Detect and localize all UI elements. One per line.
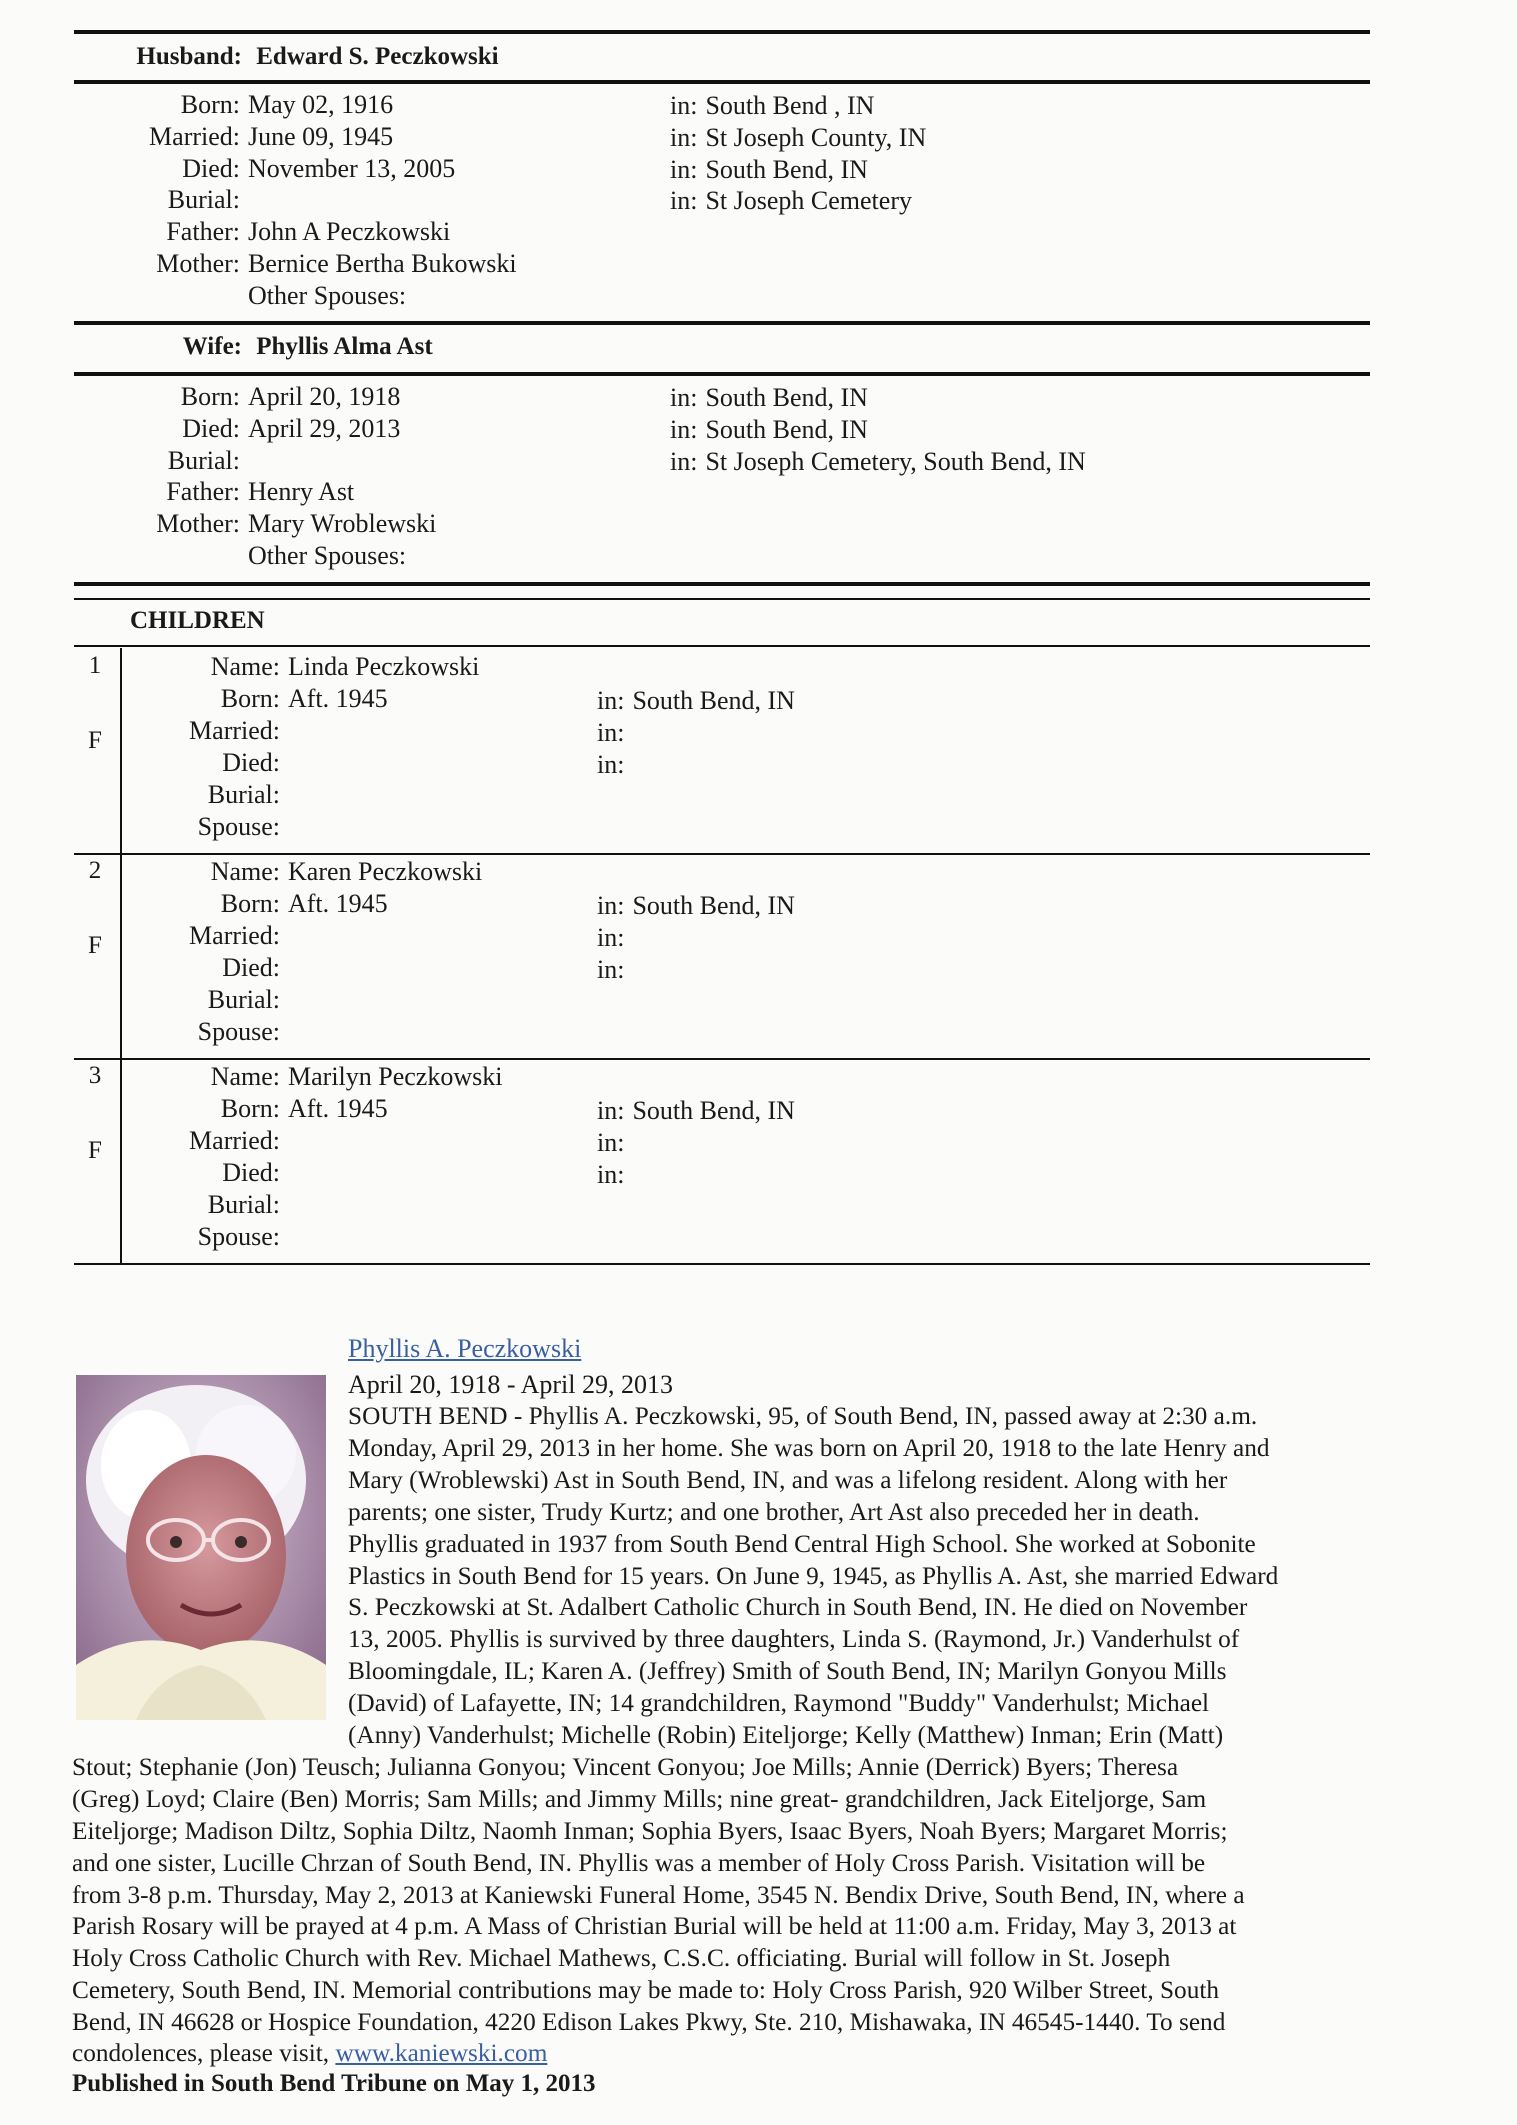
child-field-location xyxy=(597,890,795,922)
child-field-label: Died: xyxy=(222,1158,280,1187)
child-sex: F xyxy=(88,932,102,959)
child-field-row xyxy=(130,651,479,683)
child-field-value: Aft. 1945 xyxy=(288,1094,388,1123)
wife-location-value: South Bend, IN xyxy=(705,383,868,412)
child-field-label: Spouse: xyxy=(197,1017,280,1046)
child-field-location xyxy=(597,922,632,954)
child-location-label: in: xyxy=(597,955,625,984)
husband-field-row xyxy=(74,280,406,312)
wife-field-location xyxy=(670,446,1086,478)
child-field-label: Name: xyxy=(210,652,280,681)
child-field-row xyxy=(130,952,288,984)
obituary-line: Mary (Wroblewski) Ast in South Bend, IN, and was a lifelong resident. Along with her xyxy=(348,1465,1228,1494)
obituary-line: Plastics in South Bend for 15 years. On June 9, 1945, as Phyllis A. Ast, she married Edward xyxy=(348,1561,1279,1590)
child-divider xyxy=(120,853,122,1058)
obituary-line: S. Peczkowski at St. Adalbert Catholic Church in South Bend, IN. He died on November xyxy=(348,1593,1248,1622)
child-field-value: Linda Peczkowski xyxy=(288,652,480,681)
child-field-label: Died: xyxy=(222,953,280,982)
husband-field-label: Burial: xyxy=(167,185,240,215)
child-field-label: Spouse: xyxy=(197,812,280,841)
child-bottom-rule xyxy=(74,853,1370,855)
husband-field-location xyxy=(670,90,874,122)
child-field-location xyxy=(597,954,632,986)
child-field-row xyxy=(130,747,288,779)
husband-name: Edward S. Peczkowski xyxy=(256,43,499,70)
obituary-line: (David) of Lafayette, IN; 14 grandchildren, Raymond "Buddy" Vanderhulst; Michael xyxy=(348,1689,1210,1718)
wife-field-row xyxy=(74,508,436,540)
obituary-line: Bloomingdale, IL; Karen A. (Jeffrey) Smith of South Bend, IN; Marilyn Gonyou Mills xyxy=(348,1657,1227,1686)
child-field-row xyxy=(130,856,482,888)
child-field-row xyxy=(130,1189,288,1221)
child-field-location xyxy=(597,1127,632,1159)
wife-field-value: Mary Wroblewski xyxy=(248,509,437,539)
husband-field-label: Born: xyxy=(180,90,240,119)
obituary-line: Phyllis graduated in 1937 from South Bend Central High School. She worked at Sobonite xyxy=(348,1529,1256,1558)
obituary-line: parents; one sister, Trudy Kurtz; and one brother, Art Ast also preceded her in death. xyxy=(348,1497,1200,1526)
husband-field-location xyxy=(670,185,912,217)
wife-field-label: Died: xyxy=(182,413,240,443)
wife-field-location xyxy=(670,414,868,446)
child-bottom-rule xyxy=(74,1058,1370,1060)
child-field-label: Died: xyxy=(222,748,280,777)
husband-field-value: Bernice Bertha Bukowski xyxy=(248,249,517,278)
child-field-label: Born: xyxy=(220,889,280,918)
obituary-line: and one sister, Lucille Chrzan of South Bend, IN. Phyllis was a member of Holy Cross Parish. Visitation will be xyxy=(72,1848,1206,1877)
wife-location-label: in: xyxy=(670,414,698,444)
child-divider xyxy=(120,1058,122,1263)
husband-header-label: Husband: xyxy=(136,43,242,70)
child-number: 2 xyxy=(88,857,102,884)
husband-field-row xyxy=(74,248,517,280)
child-field-label: Born: xyxy=(220,1094,280,1123)
obituary-line: (Greg) Loyd; Claire (Ben) Morris; Sam Mills; and Jimmy Mills; nine great- grandchildren, Jack Eiteljorge, Sam xyxy=(72,1784,1207,1813)
child-field-value: Karen Peczkowski xyxy=(288,857,483,886)
child-field-row xyxy=(130,811,288,843)
husband-field-label: Father: xyxy=(166,217,240,247)
child-location-label: in: xyxy=(597,1096,625,1125)
child-field-row xyxy=(130,1093,388,1125)
wife-header-label: Wife: xyxy=(182,333,242,360)
husband-field-value: June 09, 1945 xyxy=(248,121,394,151)
wife-top-rule xyxy=(74,321,1370,325)
obituary-line: Cemetery, South Bend, IN. Memorial contributions may be made to: Holy Cross Parish, 920 Wilber Street, South xyxy=(72,1976,1220,2005)
wife-field-row xyxy=(74,540,406,572)
child-location-label: in: xyxy=(597,1160,625,1189)
child-location-label: in: xyxy=(597,891,625,920)
published-note: Published in South Bend Tribune on May 1, 2013 xyxy=(72,2070,596,2097)
child-field-label: Married: xyxy=(189,716,280,745)
husband-location-label: in: xyxy=(670,91,698,120)
child-field-row xyxy=(130,1061,502,1093)
child-location-value: South Bend, IN xyxy=(632,686,795,715)
children-header: CHILDREN xyxy=(130,607,265,634)
obituary-name-link[interactable]: Phyllis A. Peczkowski xyxy=(348,1334,582,1363)
child-field-location xyxy=(597,749,632,781)
obituary-line: Parish Rosary will be prayed at 4 p.m. A Mass of Christian Burial will be held at 11:00 a.m. Friday, May 3, 2013 at xyxy=(72,1912,1237,1941)
child-field-label: Name: xyxy=(210,857,280,886)
child-field-row xyxy=(130,920,288,952)
wife-field-row xyxy=(74,476,354,508)
obituary-line: SOUTH BEND - Phyllis A. Peczkowski, 95, of South Bend, IN, passed away at 2:30 a.m. xyxy=(348,1402,1258,1430)
husband-field-value: John A Peczkowski xyxy=(248,217,451,247)
wife-field-label: Father: xyxy=(166,477,240,507)
child-number: 3 xyxy=(88,1062,102,1089)
child-sex: F xyxy=(88,1137,102,1164)
wife-field-label: Born: xyxy=(180,382,240,411)
child-field-row xyxy=(130,1221,288,1253)
children-top-rule xyxy=(74,582,1370,586)
child-location-label: in: xyxy=(597,923,625,952)
husband-location-label: in: xyxy=(670,154,698,184)
obituary-last-line-text: condolences, please visit, xyxy=(72,2039,336,2067)
wife-bottom-rule xyxy=(74,372,1370,376)
child-location-label: in: xyxy=(597,686,625,715)
obituary-line: Bend, IN 46628 or Hospice Foundation, 4220 Edison Lakes Pkwy, Ste. 210, Mishawaka, IN 46545-1440. To send xyxy=(72,2008,1226,2037)
wife-header xyxy=(74,333,433,361)
child-field-label: Name: xyxy=(210,1062,280,1091)
wife-field-row xyxy=(74,381,400,413)
wife-location-value: St Joseph Cemetery, South Bend, IN xyxy=(705,446,1086,476)
children-top-rule-2 xyxy=(74,598,1370,600)
husband-field-value: Other Spouses: xyxy=(248,280,407,310)
wife-name: Phyllis Alma Ast xyxy=(256,333,433,360)
husband-field-row xyxy=(74,216,450,248)
obituary-last-line xyxy=(72,2038,547,2069)
husband-field-value: May 02, 1916 xyxy=(248,90,394,119)
wife-field-row xyxy=(74,413,400,445)
child-location-label: in: xyxy=(597,1128,625,1157)
child-location-label: in: xyxy=(597,750,625,779)
husband-field-label: Married: xyxy=(149,121,240,151)
obituary-photo xyxy=(76,1375,326,1720)
wife-location-label: in: xyxy=(670,446,698,476)
wife-field-location xyxy=(670,382,868,414)
husband-location-value: South Bend, IN xyxy=(705,154,868,184)
husband-field-row xyxy=(74,121,393,153)
husband-field-row xyxy=(74,153,455,185)
husband-field-label: Mother: xyxy=(156,249,240,278)
child-field-label: Born: xyxy=(220,684,280,713)
child-divider xyxy=(120,648,122,853)
wife-field-value: Other Spouses: xyxy=(248,541,407,570)
husband-field-location xyxy=(670,154,868,186)
wife-field-value: Henry Ast xyxy=(248,477,355,507)
wife-location-label: in: xyxy=(670,383,698,412)
child-location-value: South Bend, IN xyxy=(632,1096,795,1125)
funeral-home-website-link[interactable]: www.kaniewski.com xyxy=(335,2039,548,2067)
husband-header xyxy=(74,43,499,71)
child-field-row xyxy=(130,984,288,1016)
wife-field-row xyxy=(74,445,248,477)
husband-location-value: South Bend , IN xyxy=(705,91,875,120)
child-field-location xyxy=(597,1095,795,1127)
wife-location-value: South Bend, IN xyxy=(705,414,868,444)
husband-top-rule xyxy=(74,30,1370,34)
child-number: 1 xyxy=(88,652,102,679)
husband-field-row xyxy=(74,184,248,216)
child-field-row xyxy=(130,1016,288,1048)
obituary-line: from 3-8 p.m. Thursday, May 2, 2013 at Kaniewski Funeral Home, 3545 N. Bendix Drive, South Bend, IN, where a xyxy=(72,1880,1245,1909)
husband-location-label: in: xyxy=(670,186,698,216)
child-field-location xyxy=(597,717,632,749)
husband-field-label: Died: xyxy=(182,153,240,183)
child-field-row xyxy=(130,1157,288,1189)
wife-field-label: Burial: xyxy=(167,445,240,475)
obituary-dates: April 20, 1918 - April 29, 2013 xyxy=(348,1370,673,1399)
child-field-label: Spouse: xyxy=(197,1222,280,1251)
obituary-line: Holy Cross Catholic Church with Rev. Michael Mathews, C.S.C. officiating. Burial will follow in St. Joseph xyxy=(72,1944,1171,1973)
wife-field-value: April 29, 2013 xyxy=(248,413,401,443)
children-header-rule xyxy=(74,645,1370,647)
child-field-value: Aft. 1945 xyxy=(288,889,388,918)
obituary-line: Stout; Stephanie (Jon) Teusch; Julianna Gonyou; Vincent Gonyou; Joe Mills; Annie (Derrick) Byers; Theresa xyxy=(72,1752,1179,1781)
wife-field-label: Mother: xyxy=(156,509,240,539)
child-location-value: South Bend, IN xyxy=(632,891,795,920)
child-field-value: Marilyn Peczkowski xyxy=(288,1062,503,1091)
obituary-line: (Anny) Vanderhulst; Michelle (Robin) Eiteljorge; Kelly (Matthew) Inman; Erin (Matt) xyxy=(348,1721,1224,1749)
child-location-label: in: xyxy=(597,718,625,747)
child-field-row xyxy=(130,1125,288,1157)
child-field-label: Married: xyxy=(189,921,280,950)
obituary-line: Eiteljorge; Madison Diltz, Sophia Diltz, Naomh Inman; Sophia Byers, Isaac Byers, Noah Byers; Margaret Morris; xyxy=(72,1816,1228,1845)
child-sex: F xyxy=(88,727,102,754)
child-field-location xyxy=(597,685,795,717)
obituary-line: Monday, April 29, 2013 in her home. She was born on April 20, 1918 to the late Henry and xyxy=(348,1433,1270,1462)
husband-location-label: in: xyxy=(670,122,698,152)
child-field-row xyxy=(130,683,388,715)
husband-field-location xyxy=(670,122,926,154)
child-field-row xyxy=(130,888,388,920)
child-field-label: Burial: xyxy=(207,985,280,1014)
child-field-value: Aft. 1945 xyxy=(288,684,388,713)
child-field-location xyxy=(597,1159,632,1191)
child-field-row xyxy=(130,715,288,747)
husband-bottom-rule xyxy=(74,80,1370,84)
wife-field-value: April 20, 1918 xyxy=(248,382,401,411)
child-field-row xyxy=(130,779,288,811)
husband-location-value: St Joseph County, IN xyxy=(705,122,927,152)
child-field-label: Married: xyxy=(189,1126,280,1155)
husband-field-row xyxy=(74,89,393,121)
child-bottom-rule xyxy=(74,1263,1370,1265)
obituary-line: 13, 2005. Phyllis is survived by three daughters, Linda S. (Raymond, Jr.) Vanderhulst of xyxy=(348,1625,1240,1654)
child-field-label: Burial: xyxy=(207,780,280,809)
husband-location-value: St Joseph Cemetery xyxy=(705,186,912,216)
child-field-label: Burial: xyxy=(207,1190,280,1219)
husband-field-value: November 13, 2005 xyxy=(248,153,456,183)
